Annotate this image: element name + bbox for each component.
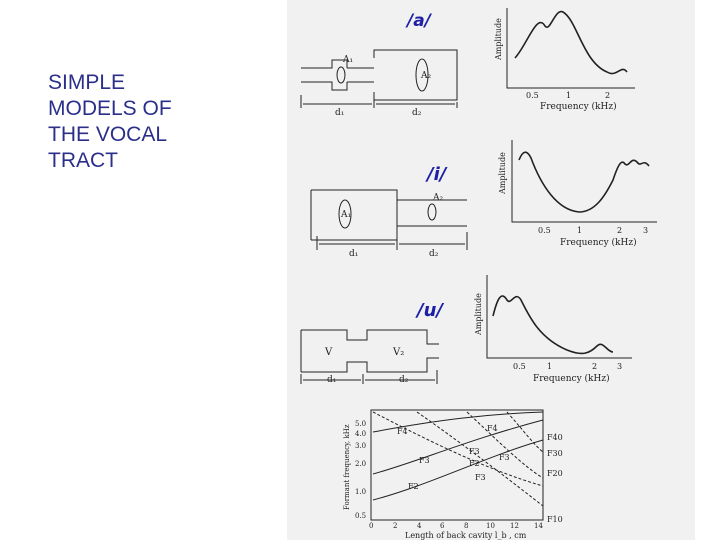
length-label: d₂ (429, 249, 439, 259)
x-tick: 6 (440, 522, 445, 530)
x-tick: 1 (566, 91, 572, 100)
x-tick: 14 (534, 522, 543, 530)
formant-curve (373, 440, 543, 500)
panel-u (301, 275, 632, 385)
area-marker (428, 204, 436, 220)
area-marker (337, 67, 345, 83)
x-axis-label: Frequency (kHz) (533, 374, 610, 384)
panel-a (301, 8, 635, 118)
y-tick: 2.0 (355, 460, 367, 468)
spectrum-curve (519, 152, 649, 212)
y-axis-label: Amplitude (494, 18, 503, 60)
x-tick: 2 (592, 362, 598, 371)
y-tick: 1.0 (355, 488, 367, 496)
formant-nomogram (343, 410, 563, 540)
y-tick: 0.5 (355, 512, 367, 520)
spectrum-curve (493, 296, 613, 353)
curve-label: F3 (499, 453, 510, 462)
x-tick: 3 (643, 226, 649, 235)
x-tick: 2 (617, 226, 623, 235)
curve-label: F3 (419, 456, 430, 465)
curve-label: F2 (408, 482, 419, 491)
area-label: A₁ (341, 210, 352, 220)
right-label: F10 (547, 515, 563, 524)
volume-label: V₂ (393, 347, 405, 358)
two-cavity-tube (301, 330, 439, 372)
narrow-tube (301, 60, 347, 90)
spectrum-plot (494, 8, 635, 112)
x-tick: 0.5 (526, 91, 539, 100)
spectrum-plot (474, 275, 632, 384)
x-tick: 3 (617, 362, 623, 371)
vowel-label: /u/ (417, 300, 443, 321)
length-label: d₁ (349, 249, 359, 259)
right-label: F20 (547, 469, 563, 478)
figure-svg (287, 0, 695, 540)
vocal-tract-figure (287, 0, 695, 540)
curve-label: F4 (487, 424, 498, 433)
area-label: A₁ (343, 55, 354, 65)
length-label: d₁ (335, 108, 345, 118)
wide-then-narrow-tube (311, 190, 467, 240)
curve-label: F2 (469, 459, 480, 468)
curve-label: F3 (469, 447, 480, 456)
tube-model (301, 330, 439, 385)
x-tick: 0.5 (538, 226, 551, 235)
formant-curve (417, 412, 543, 506)
y-tick: 5.0 (355, 420, 367, 428)
title-line: THE VOCAL (48, 123, 168, 146)
spectrum-curve (515, 12, 627, 74)
length-label: d₁ (327, 375, 337, 385)
dimension-lines (317, 232, 467, 250)
x-axis-label: Frequency (kHz) (560, 238, 637, 248)
title-line: SIMPLE (48, 71, 126, 94)
panel-i (311, 140, 657, 259)
spectrum-axes (512, 140, 657, 222)
tube-model (301, 50, 457, 118)
y-axis-label: Amplitude (474, 293, 483, 335)
x-tick: 10 (486, 522, 495, 530)
tube-model (311, 190, 467, 259)
x-tick: 1 (577, 226, 583, 235)
x-tick: 0 (369, 522, 374, 530)
vowel-label: /i/ (427, 164, 447, 185)
length-label: d₂ (412, 108, 422, 118)
area-label: A₂ (421, 71, 432, 81)
formant-curve (373, 412, 543, 486)
title-line: TRACT (48, 149, 118, 172)
x-tick: 4 (417, 522, 422, 530)
x-axis-label: Frequency (kHz) (540, 102, 617, 112)
slide-title (48, 70, 268, 174)
curve-label: F3 (475, 473, 486, 482)
x-tick: 12 (510, 522, 519, 530)
curve-label: F4 (397, 427, 408, 436)
spectrum-plot (498, 140, 657, 248)
x-tick: 1 (547, 362, 553, 371)
y-axis-label: Formant frequency, kHz (343, 424, 351, 510)
x-tick: 2 (393, 522, 398, 530)
length-label: d₂ (399, 375, 409, 385)
right-label: F40 (547, 433, 563, 442)
vowel-label: /a/ (407, 11, 431, 31)
formant-curve (467, 412, 543, 478)
title-line: MODELS OF (48, 97, 172, 120)
right-label: F30 (547, 449, 563, 458)
area-label: A₂ (433, 193, 444, 203)
x-tick: 8 (464, 522, 469, 530)
y-axis-label: Amplitude (498, 152, 507, 194)
x-tick: 0.5 (513, 362, 526, 371)
dimension-lines (301, 95, 457, 108)
x-axis-label: Length of back cavity l_b , cm (405, 531, 527, 540)
y-tick: 4.0 (355, 430, 367, 438)
x-tick: 2 (605, 91, 611, 100)
y-tick: 3.0 (355, 442, 367, 450)
volume-label: V (325, 347, 333, 358)
